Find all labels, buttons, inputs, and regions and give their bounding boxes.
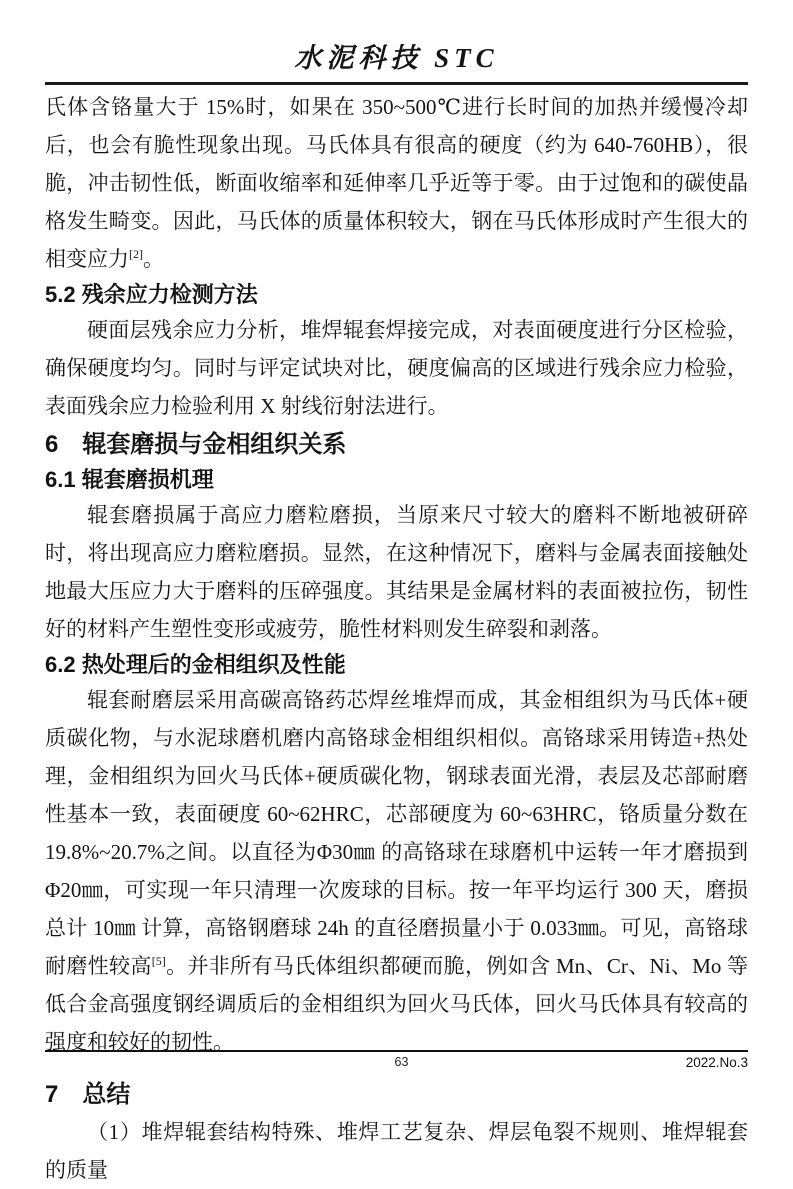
section-heading-6-2: 6.2 热处理后的金相组织及性能 [45, 652, 346, 677]
citation-ref-2: [2] [129, 247, 143, 261]
section-heading-6: 6 辊套磨损与金相组织关系 [45, 431, 347, 458]
page-number: 63 [394, 1055, 409, 1069]
paragraph-text: 辊套耐磨层采用高碳高铬药芯焊丝堆焊而成，其金相组织为马氏体+硬质碳化物，与水泥球磨机磨内高铬球金相组织相似。高铬球采用铸造+热处理，金相组织为回火马氏体+硬质碳化物，钢球表面光滑，表层及芯部耐磨性基本一致，表面硬度 60~62HRC，芯部硬度为 60~63HRC，铬质量分数在 19.8%~20.7%之间。以直径为Φ30㎜ 的高铬球在球磨机中运转一年才磨损到Φ20㎜，可实现一年只清理一次废球的目标。按一年平均运行 300 天，磨损总计 10㎜ 计算，高铬钢磨球 24h 的直径磨损量小于 0.033㎜。可见，高铬球耐磨性较高 [45, 688, 748, 978]
paragraph-residual-stress-method: 硬面层残余应力分析，堆焊辊套焊接完成，对表面硬度进行分区检验，确保硬度均匀。同时与评定试块对比，硬度偏高的区域进行残余应力检验，表面残余应力检验利用 X 射线衍射法进行。 [45, 318, 748, 418]
page-body [45, 88, 748, 1189]
paragraph-text: 氏体含铬量大于 15%时，如果在 350~500℃进行长时间的加热并缓慢冷却后，也会有脆性现象出现。马氏体具有很高的硬度（约为 640-760HB），很脆，冲击韧性低，断面收缩率和延伸率几乎近等于零。由于过饱和的碳使晶格发生畸变。因此，马氏体的质量体积较大，钢在马氏体形成时产生很大的相变应力 [45, 95, 748, 271]
paragraph-text: 。 [143, 247, 164, 271]
paragraph-martensite-continuation [45, 88, 748, 278]
citation-ref-5: [5] [151, 954, 166, 968]
paragraph-text: 。并非所有马氏体组织都硬而脆，例如含 Mn、Cr、Ni、Mo 等低合金高强度钢经调质后的金相组织为回火马氏体，回火马氏体具有较高的强度和较好的韧性。 [45, 954, 749, 1054]
paragraph-summary-item-1: （1）堆焊辊套结构特殊、堆焊工艺复杂、焊层龟裂不规则、堆焊辊套的质量 [45, 1120, 748, 1182]
section-heading-5-2: 5.2 残余应力检测方法 [45, 282, 258, 307]
page-footer [45, 1050, 748, 1082]
paragraph-wear-mechanism: 辊套磨损属于高应力磨粒磨损，当原来尺寸较大的磨料不断地被研碎时，将出现高应力磨粒磨损。显然，在这种情况下，磨料与金属表面接触处地最大压应力大于磨料的压碎强度。其结果是金属材料的表面被拉伤，韧性好的材料产生塑性变形或疲劳，脆性材料则发生碎裂和剥落。 [45, 503, 748, 641]
issue-number: 2022.No.3 [685, 1055, 748, 1070]
journal-title: 水泥科技 STC [294, 43, 499, 73]
page-header [45, 0, 748, 85]
paragraph-metallography-properties [45, 681, 748, 1061]
section-heading-7: 7 总结 [45, 1081, 131, 1108]
section-heading-6-1: 6.1 辊套磨损机理 [45, 467, 214, 492]
